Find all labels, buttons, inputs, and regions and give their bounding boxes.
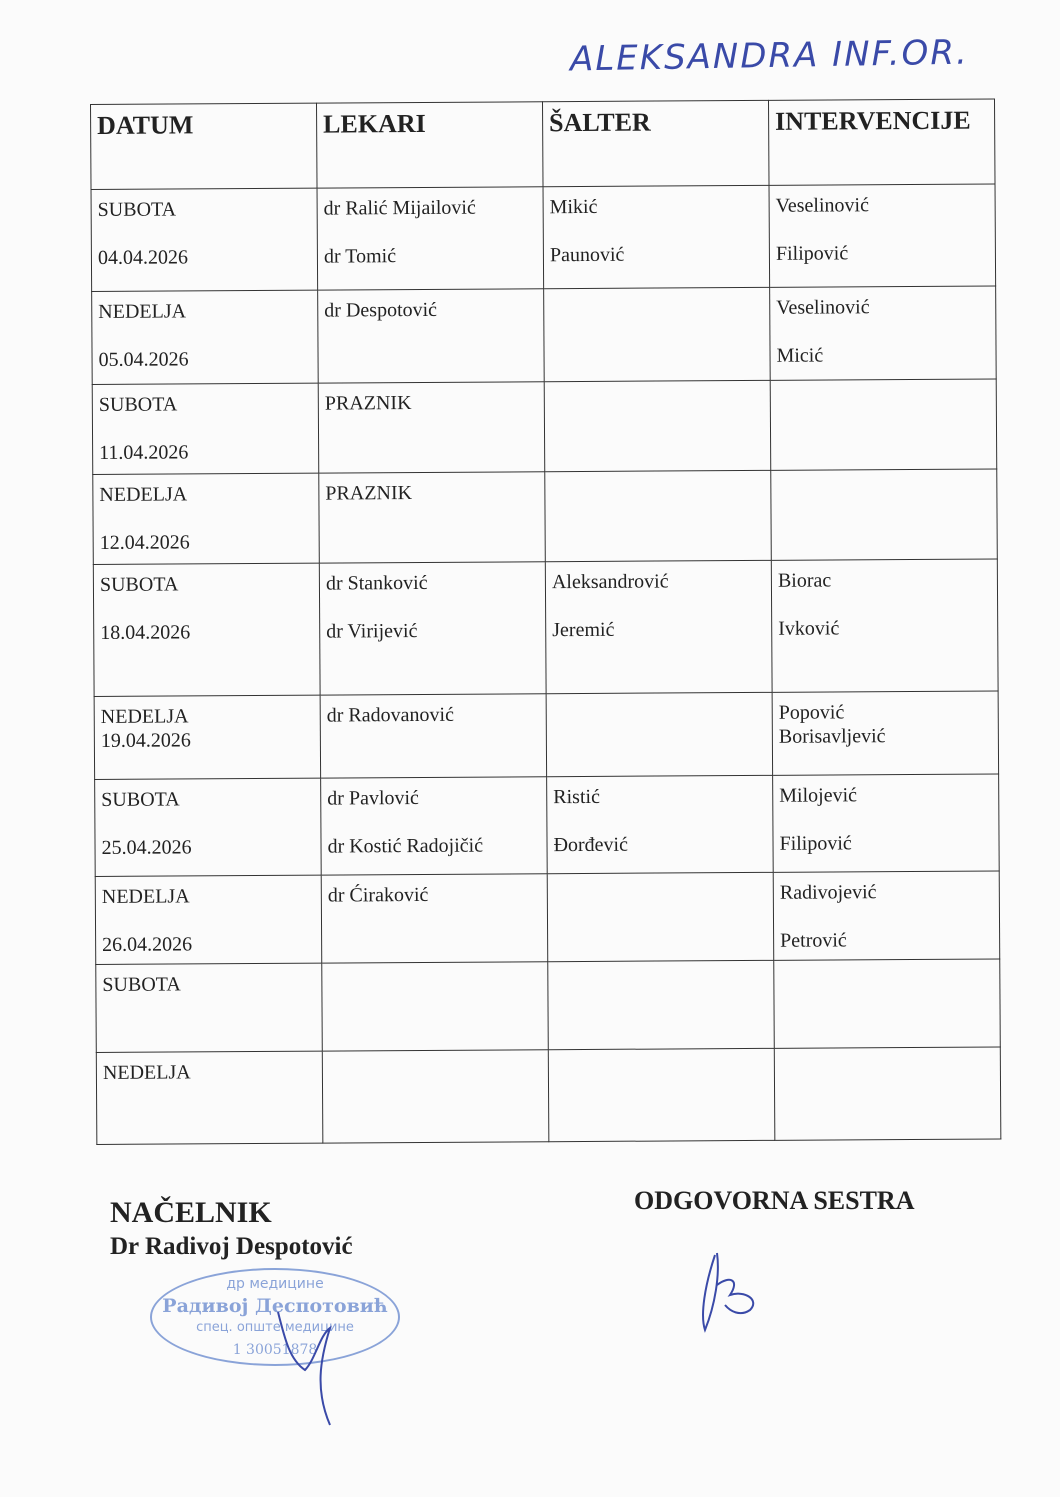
day-label: NEDELJA bbox=[100, 705, 189, 728]
intervencije-cell bbox=[770, 379, 997, 470]
staff-name: dr Radovanović bbox=[326, 703, 454, 727]
staff-name: Aleksandrović bbox=[551, 570, 669, 594]
lekari-cell bbox=[320, 694, 547, 778]
lekari-cell bbox=[319, 472, 546, 563]
staff-name: dr Ćiraković bbox=[327, 883, 429, 907]
table-row bbox=[92, 379, 997, 475]
lekari-cell bbox=[322, 1050, 549, 1143]
table-row bbox=[92, 286, 997, 385]
staff-name: Veselinović bbox=[776, 296, 870, 319]
staff-name: PRAZNIK bbox=[325, 482, 413, 505]
staff-name: Milojević bbox=[779, 784, 858, 807]
nurse-handwritten-signature bbox=[695, 1245, 775, 1340]
date-value: 12.04.2026 bbox=[99, 531, 190, 554]
staff-name: dr Tomić bbox=[323, 245, 397, 268]
staff-name: PRAZNIK bbox=[324, 392, 412, 415]
salter-cell bbox=[545, 470, 772, 561]
stamp-line: спец. опште медицине bbox=[196, 1320, 354, 1335]
day-label: NEDELJA bbox=[99, 483, 188, 506]
day-label: NEDELJA bbox=[101, 885, 190, 908]
day-label: NEDELJA bbox=[102, 1061, 191, 1084]
salter-cell bbox=[546, 692, 773, 776]
day-label: SUBOTA bbox=[99, 573, 179, 596]
lekari-cell bbox=[322, 962, 549, 1051]
salter-cell bbox=[545, 560, 772, 693]
chief-name: Dr Radivoj Despotović bbox=[110, 1233, 353, 1260]
handwritten-note: ALEKSANDRA INF.OR. bbox=[569, 32, 970, 80]
date-cell bbox=[93, 563, 320, 696]
lekari-cell bbox=[318, 382, 545, 473]
intervencije-cell bbox=[770, 286, 997, 380]
table-row bbox=[96, 1047, 1001, 1145]
date-cell bbox=[96, 963, 323, 1052]
table-row bbox=[95, 774, 1000, 877]
intervencije-cell bbox=[771, 469, 998, 560]
staff-name: dr Despotović bbox=[324, 298, 438, 322]
table-row bbox=[91, 184, 996, 292]
date-cell bbox=[91, 188, 318, 291]
staff-name: Ristić bbox=[553, 785, 600, 809]
staff-name: Biorac bbox=[777, 569, 832, 592]
date-cell bbox=[95, 875, 322, 964]
column-header: LEKARI bbox=[316, 102, 543, 188]
salter-cell bbox=[544, 287, 771, 381]
day-label: NEDELJA bbox=[98, 300, 187, 323]
salter-cell bbox=[548, 1048, 775, 1141]
staff-name: Filipović bbox=[779, 832, 852, 855]
staff-name: Jeremić bbox=[552, 618, 615, 642]
staff-name: Mikić bbox=[549, 195, 598, 219]
chief-handwritten-signature bbox=[260, 1300, 350, 1430]
stamp-line: др медицине bbox=[226, 1276, 324, 1292]
date-value: 19.04.2026 bbox=[100, 729, 191, 752]
staff-name: dr Kostić Radojičić bbox=[327, 834, 484, 858]
staff-name: dr Ralić Mijailović bbox=[323, 196, 476, 220]
staff-name: dr Pavlović bbox=[327, 787, 419, 810]
date-cell bbox=[94, 695, 321, 779]
intervencije-cell bbox=[774, 959, 1001, 1048]
salter-cell bbox=[547, 872, 774, 961]
table-row bbox=[93, 469, 998, 565]
day-label: SUBOTA bbox=[98, 393, 178, 416]
date-cell bbox=[92, 290, 319, 384]
staff-name: Petrović bbox=[780, 929, 847, 952]
column-header: INTERVENCIJE bbox=[768, 99, 995, 185]
day-label: SUBOTA bbox=[102, 973, 181, 996]
day-label: SUBOTA bbox=[97, 198, 177, 221]
chief-title: NAČELNIK bbox=[110, 1196, 272, 1229]
staff-name: Popović bbox=[778, 701, 845, 724]
date-value: 26.04.2026 bbox=[102, 933, 193, 956]
intervencije-cell bbox=[774, 1047, 1001, 1140]
intervencije-cell bbox=[773, 871, 1000, 960]
staff-name: Filipović bbox=[775, 242, 849, 265]
staff-name: Radivojević bbox=[779, 881, 877, 904]
lekari-cell bbox=[317, 187, 544, 290]
duty-schedule-table bbox=[90, 98, 1001, 1145]
date-value: 04.04.2026 bbox=[97, 246, 189, 269]
staff-name: dr Stanković bbox=[325, 571, 428, 595]
staff-name: Veselinović bbox=[775, 194, 870, 217]
column-header: ŠALTER bbox=[542, 100, 769, 186]
salter-cell bbox=[548, 960, 775, 1049]
staff-name: dr Virijević bbox=[326, 620, 418, 643]
staff-name: Đorđević bbox=[553, 833, 629, 857]
salter-cell bbox=[547, 775, 774, 873]
date-value: 05.04.2026 bbox=[98, 348, 189, 371]
column-header: DATUM bbox=[91, 103, 318, 189]
table-row bbox=[93, 559, 998, 697]
lekari-cell bbox=[319, 562, 546, 695]
staff-name: Ivković bbox=[778, 617, 840, 640]
date-cell bbox=[92, 383, 319, 474]
staff-name: Borisavljević bbox=[778, 725, 886, 748]
stamp-line: Радивој Деспотовић bbox=[162, 1295, 388, 1317]
date-cell bbox=[96, 1051, 323, 1144]
lekari-cell bbox=[318, 289, 545, 383]
date-value: 11.04.2026 bbox=[99, 441, 189, 464]
chief-signature-block bbox=[110, 1196, 353, 1262]
table-row bbox=[94, 691, 998, 780]
table-row bbox=[96, 959, 1001, 1053]
staff-name: Paunović bbox=[549, 243, 625, 267]
stamp-line: 1 30051878 bbox=[232, 1342, 318, 1358]
date-value: 25.04.2026 bbox=[101, 836, 192, 859]
intervencije-cell bbox=[773, 774, 1000, 872]
lekari-cell bbox=[321, 874, 548, 963]
intervencije-cell bbox=[769, 184, 996, 287]
salter-cell bbox=[543, 185, 770, 288]
salter-cell bbox=[544, 380, 771, 471]
date-value: 18.04.2026 bbox=[100, 621, 191, 644]
day-label: SUBOTA bbox=[101, 788, 180, 811]
staff-name: Micić bbox=[776, 344, 824, 367]
intervencije-cell bbox=[772, 691, 999, 775]
table-row bbox=[95, 871, 1000, 965]
intervencije-cell bbox=[771, 559, 998, 692]
lekari-cell bbox=[321, 777, 548, 875]
date-cell bbox=[93, 473, 320, 564]
nurse-title: ODGOVORNA SESTRA bbox=[634, 1186, 915, 1215]
date-cell bbox=[95, 778, 322, 876]
